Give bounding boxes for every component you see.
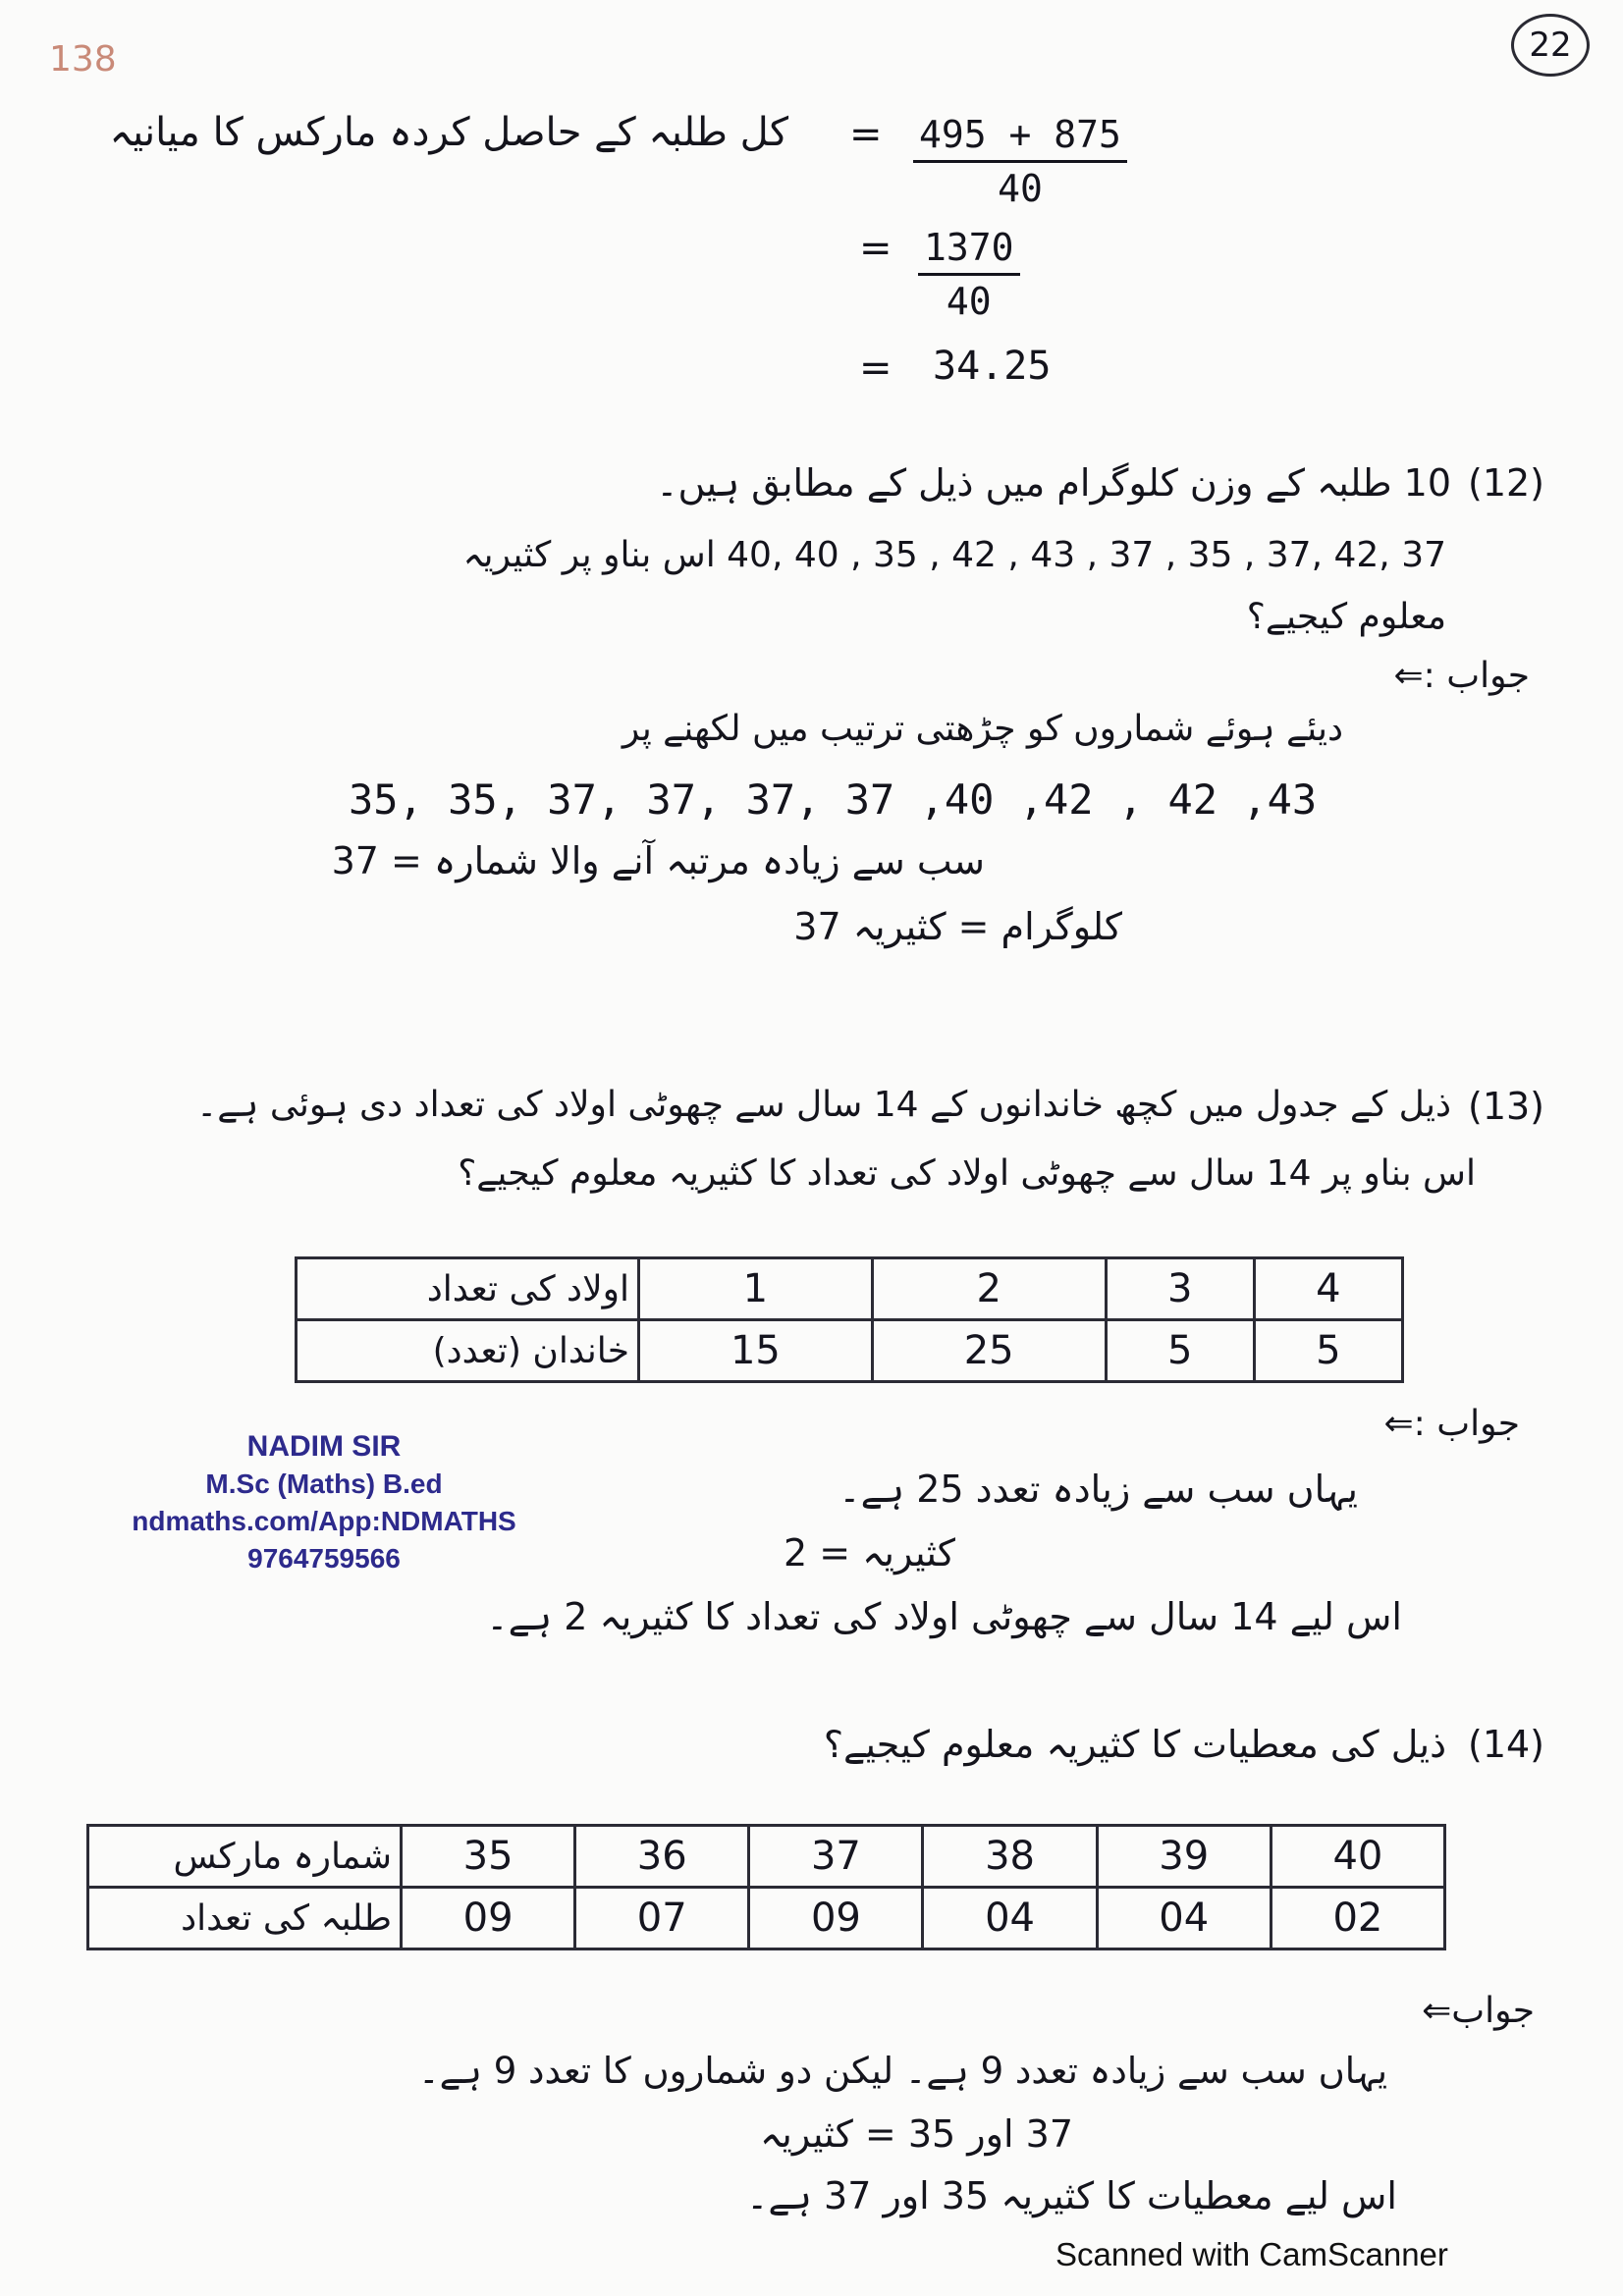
table-cell: 04 — [923, 1888, 1097, 1949]
table-cell: 25 — [872, 1320, 1106, 1382]
question-14-answer-line-1: یہاں سب سے زیادہ تعدد 9 ہے۔ لیکن دو شماروں کا تعدد 9 ہے۔ — [417, 2050, 1387, 2092]
fraction-sum-numerator: 495 + 875 — [919, 113, 1121, 156]
question-14-line-1: ذیل کی معطیات کا کثیریہ معلوم کیجیے؟ — [823, 1723, 1446, 1766]
table-cell: 39 — [1097, 1826, 1271, 1888]
question-12-line-1: 10 طلبہ کے وزن کلوگرام میں ذیل کے مطابق ہیں۔ — [656, 461, 1451, 505]
watermark-website: ndmaths.com/App:NDMATHS — [132, 1506, 516, 1536]
fraction-total-numerator: 1370 — [924, 226, 1014, 269]
equals-sign-1: = — [849, 112, 883, 157]
table-cell: 40 — [1271, 1826, 1444, 1888]
children-count-table — [295, 1256, 1404, 1383]
question-12-answer-label: جواب :⇐ — [1393, 656, 1530, 696]
table-cell: 36 — [575, 1826, 749, 1888]
mean-label: کل طلبہ کے حاصل کردہ مارکس کا میانیہ — [109, 110, 788, 155]
watermark-degree: M.Sc (Maths) B.ed — [205, 1468, 443, 1499]
question-12-answer-line-1: دیئے ہوئے شماروں کو چڑھتی ترتیب میں لکھنے پر — [622, 709, 1343, 749]
table-cell: 09 — [749, 1888, 923, 1949]
question-14-answer-label: جواب⇐ — [1422, 1991, 1535, 2031]
table-cell: 07 — [575, 1888, 749, 1949]
question-12-line-2: 37 ,42 ,37 , 35 , 37 , 43 , 42 , 35 , 40 ,40 اس بناو پر کثیریہ — [462, 535, 1446, 575]
author-watermark — [128, 1428, 520, 1577]
equals-sign-3: = — [859, 346, 893, 391]
table-cell: 09 — [402, 1888, 575, 1949]
fraction-total-denominator: 40 — [946, 280, 992, 323]
table-cell: 1 — [639, 1258, 873, 1320]
question-14-number: (14) — [1468, 1723, 1545, 1766]
question-13-answer-line-1: یہاں سب سے زیادہ تعدد 25 ہے۔ — [839, 1468, 1358, 1511]
table-row — [297, 1320, 1403, 1382]
question-12-number: (12) — [1468, 461, 1545, 505]
question-14-answer-line-2: 37 اور 35 = کثیریہ — [760, 2112, 1073, 2156]
question-12-line-3: معلوم کیجیے؟ — [1246, 597, 1446, 637]
table-row-label: خاندان (تعدد) — [297, 1320, 639, 1382]
watermark-phone: 9764759566 — [247, 1543, 401, 1574]
table-row — [297, 1258, 1403, 1320]
table-cell: 37 — [749, 1826, 923, 1888]
marks-frequency-table — [86, 1824, 1446, 1950]
fraction-sum-denominator: 40 — [998, 167, 1043, 210]
question-12-sorted-values: 35, 35, 37, 37, 37, 37 ,40 ,42 , 42 ,43 — [349, 775, 1318, 824]
question-12-answer-line-4: کلوگرام = کثیریہ 37 — [793, 905, 1122, 948]
equals-sign-2: = — [859, 226, 893, 271]
question-14-answer-line-3: اس لیے معطیات کا کثیریہ 35 اور 37 ہے۔ — [746, 2174, 1397, 2217]
table-row — [88, 1826, 1445, 1888]
mean-result: 34.25 — [933, 344, 1052, 389]
table-cell: 15 — [639, 1320, 873, 1382]
table-cell: 38 — [923, 1826, 1097, 1888]
question-12-answer-line-3: سب سے زیادہ مرتبہ آنے والا شمارہ = 37 — [331, 839, 985, 882]
table-cell: 04 — [1097, 1888, 1271, 1949]
table-row-label: طلبہ کی تعداد — [88, 1888, 402, 1949]
table-row — [88, 1888, 1445, 1949]
fraction-sum — [913, 113, 1127, 210]
table-cell: 02 — [1271, 1888, 1444, 1949]
table-cell: 35 — [402, 1826, 575, 1888]
table-cell: 5 — [1106, 1320, 1254, 1382]
table-cell: 3 — [1106, 1258, 1254, 1320]
page-number-left: 138 — [49, 39, 117, 80]
question-13-number: (13) — [1468, 1085, 1545, 1128]
table-cell: 4 — [1254, 1258, 1402, 1320]
table-row-label: اولاد کی تعداد — [297, 1258, 639, 1320]
question-13-answer-line-3: اس لیے 14 سال سے چھوٹی اولاد کی تعداد کا کثیریہ 2 ہے۔ — [486, 1595, 1402, 1638]
table-row-label: شمارہ مارکس — [88, 1826, 402, 1888]
question-13-line-1: ذیل کے جدول میں کچھ خاندانوں کے 14 سال سے چھوٹی اولاد کی تعداد دی ہوئی ہے۔ — [196, 1085, 1451, 1125]
fraction-total — [918, 226, 1020, 323]
question-13-line-2: اس بناو پر 14 سال سے چھوٹی اولاد کی تعداد کا کثیریہ معلوم کیجیے؟ — [458, 1153, 1476, 1194]
page-number-circled: 22 — [1511, 14, 1590, 77]
question-13-answer-label: جواب :⇐ — [1383, 1404, 1520, 1444]
table-cell: 5 — [1254, 1320, 1402, 1382]
watermark-name: NADIM SIR — [246, 1430, 402, 1463]
table-cell: 2 — [872, 1258, 1106, 1320]
question-13-answer-line-2: کثیریہ = 2 — [783, 1531, 955, 1575]
camscanner-footer: Scanned with CamScanner — [1055, 2236, 1448, 2272]
